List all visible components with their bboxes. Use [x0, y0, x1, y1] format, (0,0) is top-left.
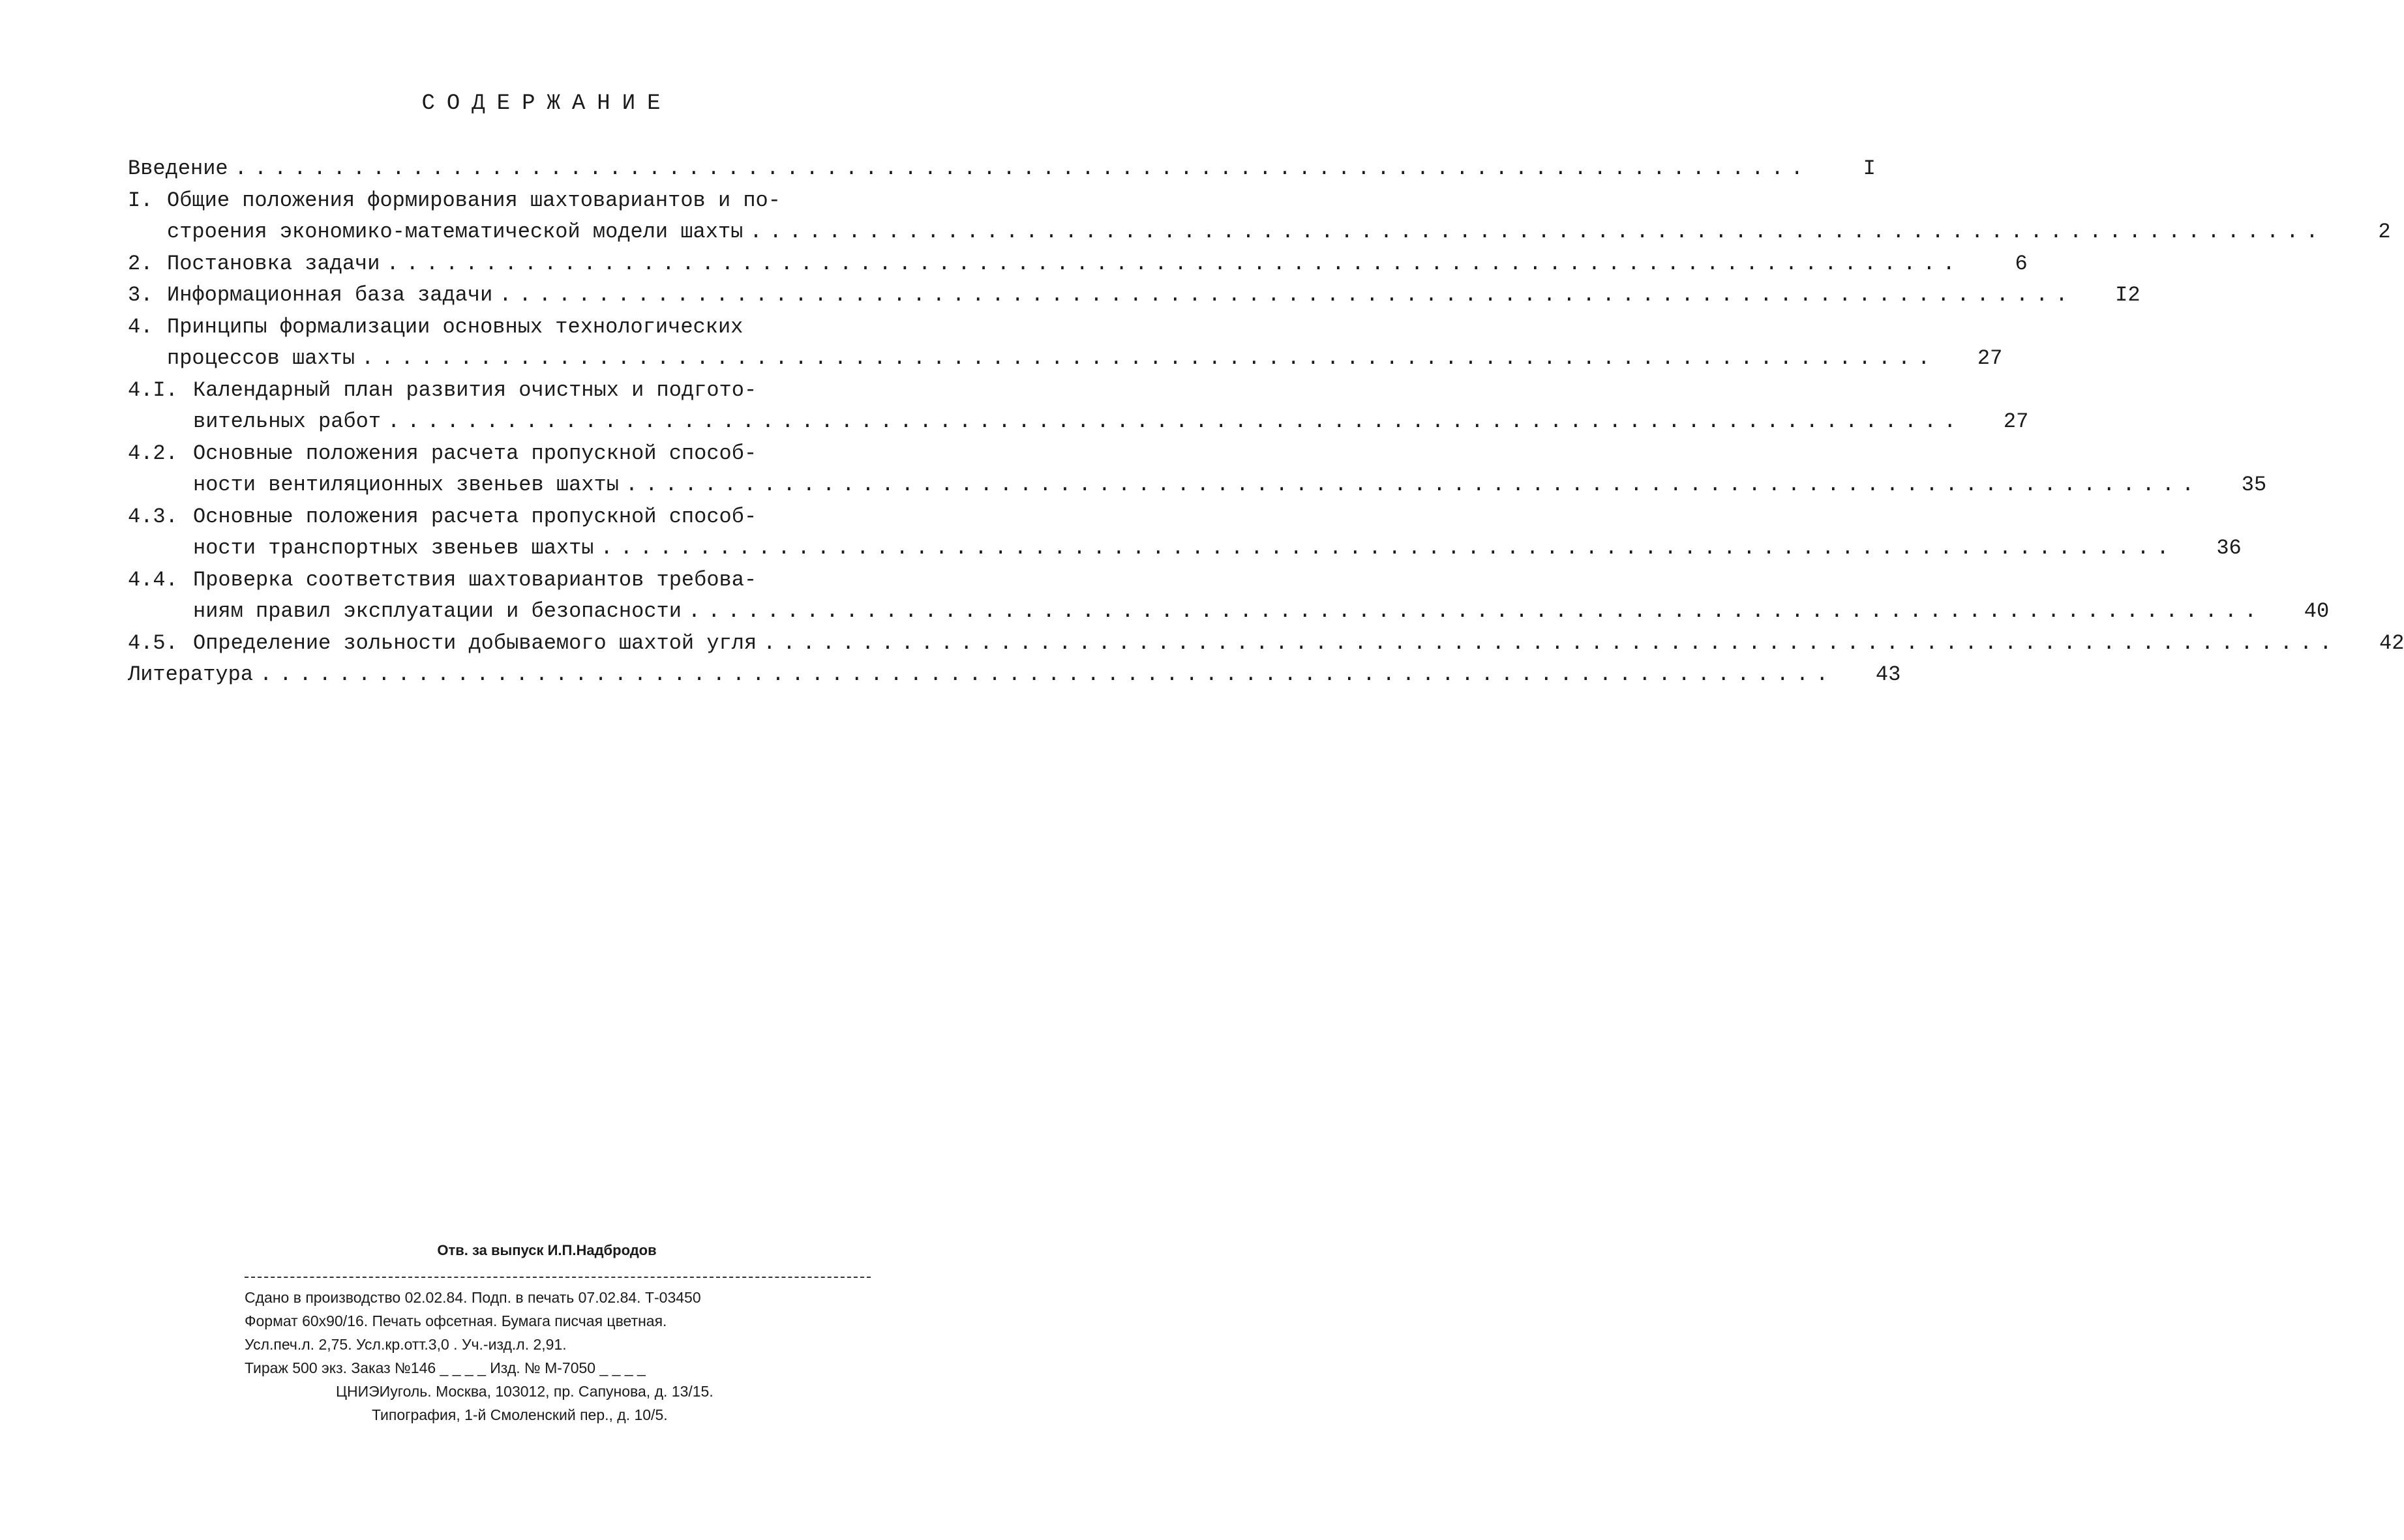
toc-number: 4.: [128, 314, 153, 339]
toc-text: Календарный план развития очистных и подгото-: [193, 378, 757, 402]
toc-page-number: 6: [2015, 251, 2028, 276]
toc-entry: [128, 153, 1876, 185]
toc-text: ности вентиляционных звеньев шахты: [193, 473, 619, 497]
toc-text: Основные положения расчета пропускной способ-: [193, 504, 757, 529]
toc-number: 2.: [128, 251, 153, 276]
toc-number: I.: [128, 188, 153, 213]
toc-page-number: 35: [2241, 473, 2267, 497]
dot-leader: ................................................................................: [234, 156, 1811, 181]
dot-leader: ................................................................................: [499, 283, 2075, 307]
dot-leader: ................................................................................: [387, 409, 1964, 434]
toc-line: [128, 343, 2003, 375]
toc-line: [128, 438, 982, 470]
toc-text: Принципы формализации основных технологических: [167, 314, 744, 339]
toc-entry: [128, 185, 2391, 248]
page-title: СОДЕРЖАНИЕ: [421, 91, 672, 116]
imprint-line: ЦНИЭИуголь. Москва, 103012, пр. Сапунова, д. 13/15.: [336, 1383, 714, 1400]
dashed-divider: [245, 1277, 871, 1278]
dot-leader: ................................................................................: [625, 473, 2202, 497]
dot-leader: ................................................................................: [687, 599, 2264, 623]
imprint-block: [245, 1277, 884, 1427]
toc-line: [128, 533, 2242, 565]
toc-entry: [128, 248, 2028, 280]
dot-leader: ................................................................................: [600, 536, 2176, 560]
toc-text: Литература: [128, 662, 254, 687]
toc-line: [128, 659, 1901, 691]
imprint-line: Сдано в производство 02.02.84. Подп. в печать 07.02.84. Т-03450: [245, 1289, 701, 1306]
toc-line: [128, 406, 2029, 438]
toc-line: [128, 596, 2330, 628]
toc-text: ниям правил эксплуатации и безопасности: [193, 599, 682, 623]
responsible-editor: Отв. за выпуск И.П.Надбродов: [437, 1242, 657, 1258]
toc-text: Информационная база задачи: [167, 283, 493, 307]
toc-page-number: I: [1863, 156, 1876, 181]
toc-text: Проверка соответствия шахтовариантов требова-: [193, 567, 757, 592]
imprint-line: Тираж 500 экз. Заказ №146 _ _ _ _ Изд. № М-7050 _ _ _ _: [245, 1359, 646, 1376]
toc-entry: [128, 375, 2029, 438]
toc-number: 4.3.: [128, 504, 178, 529]
toc-entry: [128, 659, 1901, 691]
dot-leader: ................................................................................: [749, 220, 2326, 244]
toc-entry: [128, 565, 2330, 628]
toc-number: 3.: [128, 283, 153, 307]
toc-page-number: 40: [2304, 599, 2330, 623]
toc-text: Основные положения расчета пропускной способ-: [193, 441, 757, 466]
toc-entry: [128, 280, 2141, 312]
toc-number: 4.I.: [128, 378, 178, 402]
toc-text: Введение: [128, 156, 228, 181]
toc-number: 4.5.: [128, 630, 178, 655]
toc-page-number: 43: [1875, 662, 1901, 687]
toc-entry: [128, 312, 2003, 375]
toc-line: [128, 565, 982, 597]
toc-text: ности транспортных звеньев шахты: [193, 536, 594, 560]
toc-line: [128, 469, 2267, 501]
toc-page-number: I2: [2115, 283, 2141, 307]
toc-text: процессов шахты: [167, 346, 355, 370]
toc-text: строения экономико-математической модели шахты: [167, 220, 744, 244]
dot-leader: ................................................................................: [386, 251, 1962, 276]
toc-page-number: 36: [2216, 536, 2242, 560]
imprint-line: Типография, 1-й Смоленский пер., д. 10/5.: [372, 1406, 668, 1423]
toc-line: [128, 628, 2404, 660]
dot-leader: ................................................................................: [763, 630, 2339, 655]
dot-leader: ................................................................................: [361, 346, 1938, 370]
imprint-line: Усл.печ.л. 2,75. Усл.кр.отт.3,0 . Уч.-изд.л. 2,91.: [245, 1336, 567, 1353]
table-of-contents: [128, 153, 2404, 691]
toc-line: [128, 248, 2028, 280]
toc-line: [128, 501, 982, 533]
toc-page-number: 42: [2379, 630, 2404, 655]
toc-line: [128, 153, 1876, 185]
toc-text: Постановка задачи: [167, 251, 380, 276]
toc-number: 4.2.: [128, 441, 178, 466]
toc-line: [128, 216, 2391, 248]
toc-page-number: 27: [2003, 409, 2029, 434]
toc-line: [128, 185, 982, 217]
toc-entry: [128, 501, 2242, 565]
toc-number: 4.4.: [128, 567, 178, 592]
toc-page-number: 27: [1977, 346, 2003, 370]
toc-line: [128, 375, 982, 407]
dot-leader: ................................................................................: [260, 662, 1836, 687]
toc-text: Общие положения формирования шахтовариантов и по-: [167, 188, 781, 213]
toc-line: [128, 312, 982, 344]
imprint-line: Формат 60х90/16. Печать офсетная. Бумага писчая цветная.: [245, 1312, 667, 1329]
toc-text: вительных работ: [193, 409, 382, 434]
toc-page-number: 2: [2378, 220, 2391, 244]
toc-text: Определение зольности добываемого шахтой угля: [193, 630, 757, 655]
toc-entry: [128, 438, 2267, 501]
toc-entry: [128, 628, 2404, 660]
toc-line: [128, 280, 2141, 312]
